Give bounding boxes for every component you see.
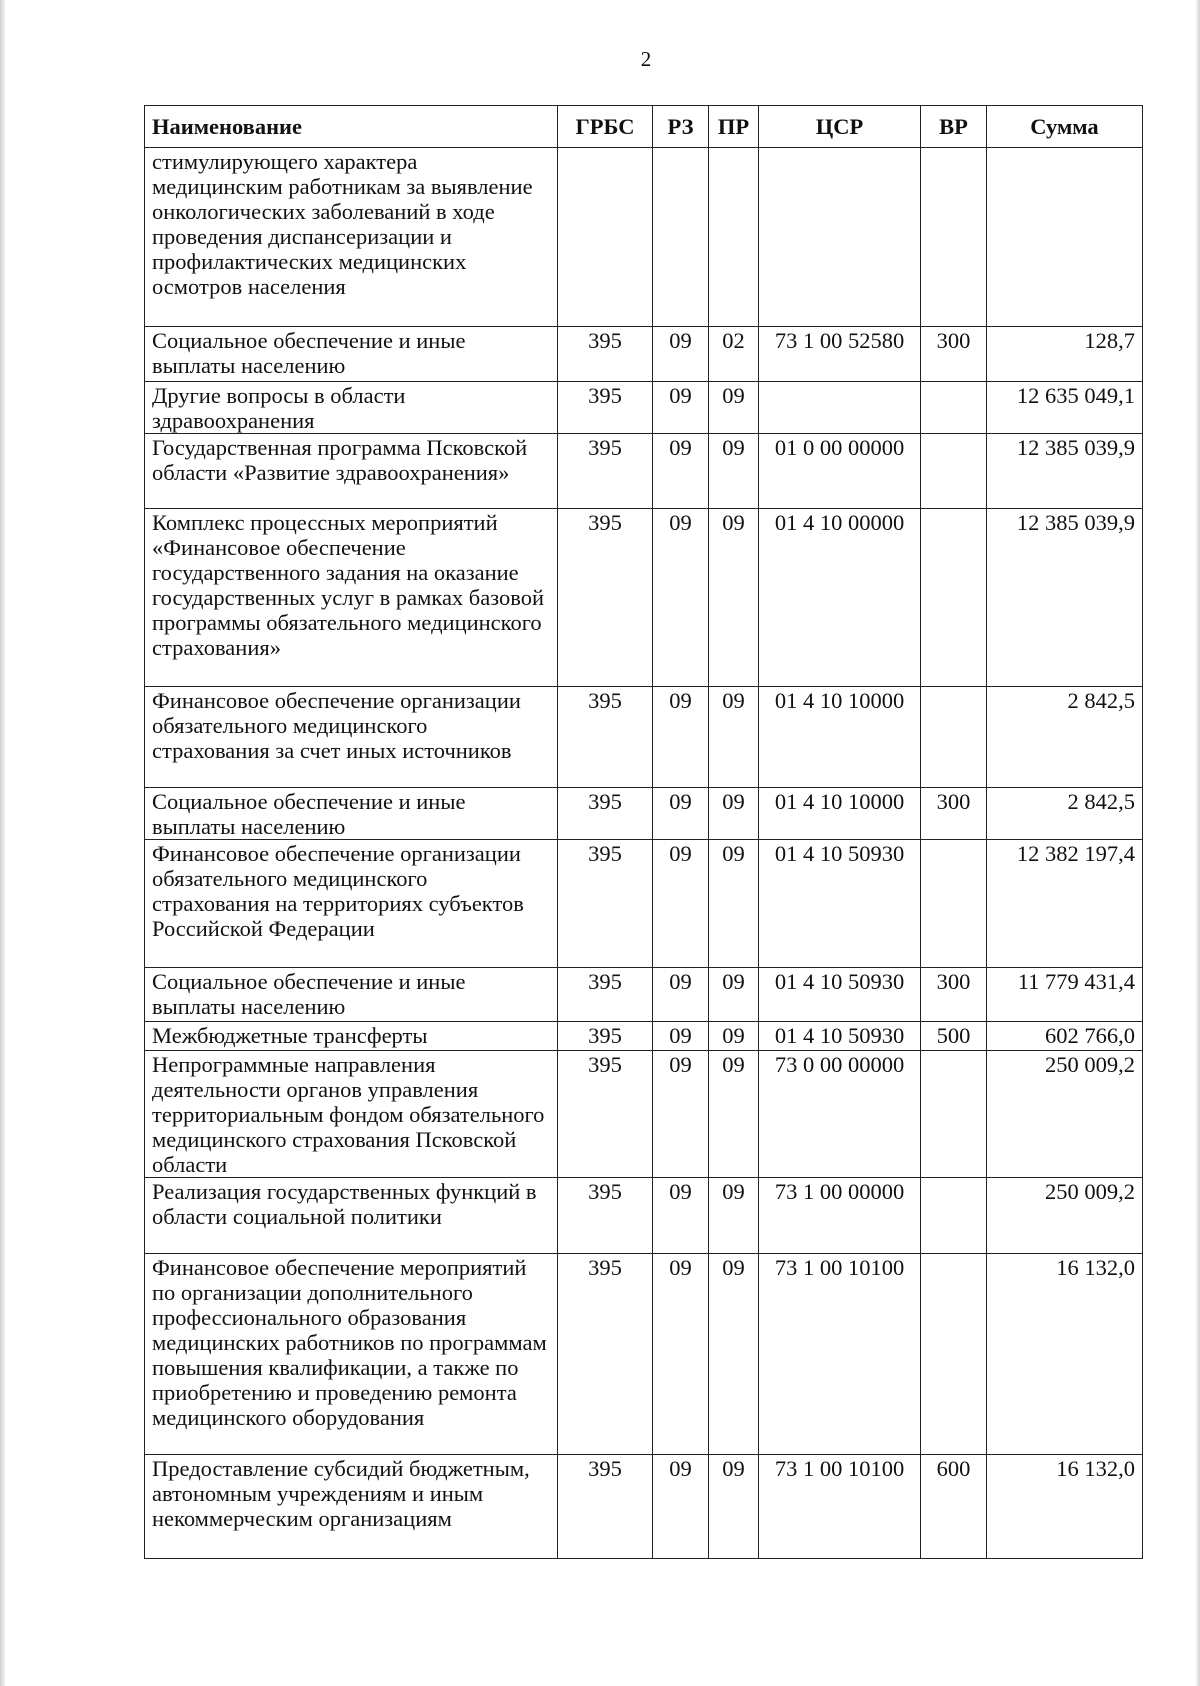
cell-amount: 12 385 039,9: [987, 434, 1143, 509]
table-row: [145, 1022, 1143, 1051]
cell-pr: 09: [709, 968, 759, 1022]
cell-amount: 12 382 197,4: [987, 840, 1143, 968]
cell-pr: 09: [709, 1178, 759, 1254]
scan-edge-right: [1196, 0, 1200, 1686]
cell-pr: 09: [709, 509, 759, 687]
cell-vr: [921, 382, 987, 434]
cell-csr: 73 1 00 00000: [759, 1178, 921, 1254]
table-row: [145, 148, 1143, 327]
cell-amount: [987, 148, 1143, 327]
header-grbs: ГРБС: [558, 106, 653, 148]
cell-amount: 2 842,5: [987, 788, 1143, 840]
cell-amount: 128,7: [987, 327, 1143, 382]
cell-rz: 09: [653, 434, 709, 509]
table-row: [145, 1178, 1143, 1254]
cell-vr: 500: [921, 1022, 987, 1051]
cell-pr: 09: [709, 382, 759, 434]
cell-pr: 09: [709, 1455, 759, 1559]
cell-name: Финансовое обеспечение организации обязательного медицинского страхования на территориях субъектов Российской Федерации: [145, 840, 558, 968]
cell-name: стимулирующего характера медицинским работникам за выявление онкологических заболеваний в ходе проведения диспансеризации и профилактических медицинских осмотров населения: [145, 148, 558, 327]
cell-pr: 09: [709, 840, 759, 968]
scan-edge-left: [0, 0, 5, 1686]
cell-name: Финансовое обеспечение организации обязательного медицинского страхования за счет иных источников: [145, 687, 558, 788]
cell-vr: [921, 1178, 987, 1254]
cell-csr: 01 4 10 50930: [759, 840, 921, 968]
cell-csr: 01 4 10 10000: [759, 788, 921, 840]
cell-vr: [921, 840, 987, 968]
cell-amount: 250 009,2: [987, 1178, 1143, 1254]
header-csr: ЦСР: [759, 106, 921, 148]
header-rz: РЗ: [653, 106, 709, 148]
cell-name: Социальное обеспечение и иные выплаты населению: [145, 788, 558, 840]
cell-pr: 09: [709, 1022, 759, 1051]
cell-amount: 602 766,0: [987, 1022, 1143, 1051]
cell-grbs: 395: [558, 840, 653, 968]
cell-rz: 09: [653, 1455, 709, 1559]
table-row: [145, 1254, 1143, 1455]
cell-rz: 09: [653, 840, 709, 968]
table-row: [145, 840, 1143, 968]
table-row: [145, 382, 1143, 434]
cell-csr: [759, 148, 921, 327]
header-pr: ПР: [709, 106, 759, 148]
cell-grbs: 395: [558, 382, 653, 434]
cell-csr: [759, 382, 921, 434]
cell-grbs: 395: [558, 434, 653, 509]
cell-grbs: 395: [558, 1051, 653, 1178]
cell-grbs: 395: [558, 327, 653, 382]
cell-amount: 12 385 039,9: [987, 509, 1143, 687]
cell-grbs: 395: [558, 968, 653, 1022]
cell-pr: 02: [709, 327, 759, 382]
cell-pr: 09: [709, 434, 759, 509]
cell-rz: [653, 148, 709, 327]
cell-vr: [921, 1051, 987, 1178]
cell-csr: 01 4 10 00000: [759, 509, 921, 687]
cell-grbs: 395: [558, 1178, 653, 1254]
cell-csr: 73 1 00 10100: [759, 1254, 921, 1455]
cell-rz: 09: [653, 509, 709, 687]
cell-name: Межбюджетные трансферты: [145, 1022, 558, 1051]
cell-vr: [921, 509, 987, 687]
cell-csr: 01 0 00 00000: [759, 434, 921, 509]
cell-grbs: 395: [558, 1254, 653, 1455]
cell-name: Комплекс процессных мероприятий «Финансовое обеспечение государственного задания на оказание государственных услуг в рамках базовой программы обязательного медицинского страхования»: [145, 509, 558, 687]
cell-rz: 09: [653, 968, 709, 1022]
table-row: [145, 434, 1143, 509]
table-row: [145, 968, 1143, 1022]
cell-vr: 300: [921, 968, 987, 1022]
page-number: 2: [640, 47, 652, 71]
cell-amount: 11 779 431,4: [987, 968, 1143, 1022]
cell-amount: 16 132,0: [987, 1254, 1143, 1455]
cell-vr: 300: [921, 327, 987, 382]
cell-name: Финансовое обеспечение мероприятий по организации дополнительного профессионального образования медицинских работников по программам повышения квалификации, а также по приобретению и проведению ремонта медицинского оборудования: [145, 1254, 558, 1455]
cell-pr: 09: [709, 1254, 759, 1455]
cell-name: Государственная программа Псковской области «Развитие здравоохранения»: [145, 434, 558, 509]
cell-name: Непрограммные направления деятельности органов управления территориальным фондом обязательного медицинского страхования Псковской области: [145, 1051, 558, 1178]
header-name: Наименование: [145, 106, 558, 148]
cell-rz: 09: [653, 327, 709, 382]
cell-name: Реализация государственных функций в области социальной политики: [145, 1178, 558, 1254]
cell-rz: 09: [653, 788, 709, 840]
cell-pr: [709, 148, 759, 327]
table-row: [145, 509, 1143, 687]
cell-csr: 73 1 00 52580: [759, 327, 921, 382]
cell-grbs: 395: [558, 788, 653, 840]
cell-name: Другие вопросы в области здравоохранения: [145, 382, 558, 434]
cell-grbs: 395: [558, 687, 653, 788]
cell-rz: 09: [653, 1178, 709, 1254]
cell-grbs: [558, 148, 653, 327]
cell-csr: 73 0 00 00000: [759, 1051, 921, 1178]
table-row: [145, 1051, 1143, 1178]
cell-csr: 73 1 00 10100: [759, 1455, 921, 1559]
cell-vr: [921, 434, 987, 509]
table-row: [145, 687, 1143, 788]
header-amount: Сумма: [987, 106, 1143, 148]
cell-csr: 01 4 10 50930: [759, 1022, 921, 1051]
table-row: [145, 1455, 1143, 1559]
cell-vr: 300: [921, 788, 987, 840]
cell-vr: 600: [921, 1455, 987, 1559]
cell-rz: 09: [653, 1051, 709, 1178]
cell-pr: 09: [709, 1051, 759, 1178]
cell-rz: 09: [653, 1022, 709, 1051]
cell-rz: 09: [653, 687, 709, 788]
cell-vr: [921, 687, 987, 788]
cell-pr: 09: [709, 788, 759, 840]
cell-name: Социальное обеспечение и иные выплаты населению: [145, 327, 558, 382]
cell-rz: 09: [653, 1254, 709, 1455]
cell-amount: 2 842,5: [987, 687, 1143, 788]
cell-grbs: 395: [558, 1022, 653, 1051]
table-header-row: [145, 106, 1143, 148]
cell-amount: 12 635 049,1: [987, 382, 1143, 434]
cell-csr: 01 4 10 50930: [759, 968, 921, 1022]
cell-vr: [921, 148, 987, 327]
cell-name: Социальное обеспечение и иные выплаты населению: [145, 968, 558, 1022]
table-row: [145, 788, 1143, 840]
budget-table: [144, 105, 1143, 1559]
cell-amount: 250 009,2: [987, 1051, 1143, 1178]
table-row: [145, 327, 1143, 382]
cell-vr: [921, 1254, 987, 1455]
cell-name: Предоставление субсидий бюджетным, автономным учреждениям и иным некоммерческим организациям: [145, 1455, 558, 1559]
header-vr: ВР: [921, 106, 987, 148]
cell-rz: 09: [653, 382, 709, 434]
cell-csr: 01 4 10 10000: [759, 687, 921, 788]
cell-pr: 09: [709, 687, 759, 788]
cell-grbs: 395: [558, 1455, 653, 1559]
cell-amount: 16 132,0: [987, 1455, 1143, 1559]
cell-grbs: 395: [558, 509, 653, 687]
